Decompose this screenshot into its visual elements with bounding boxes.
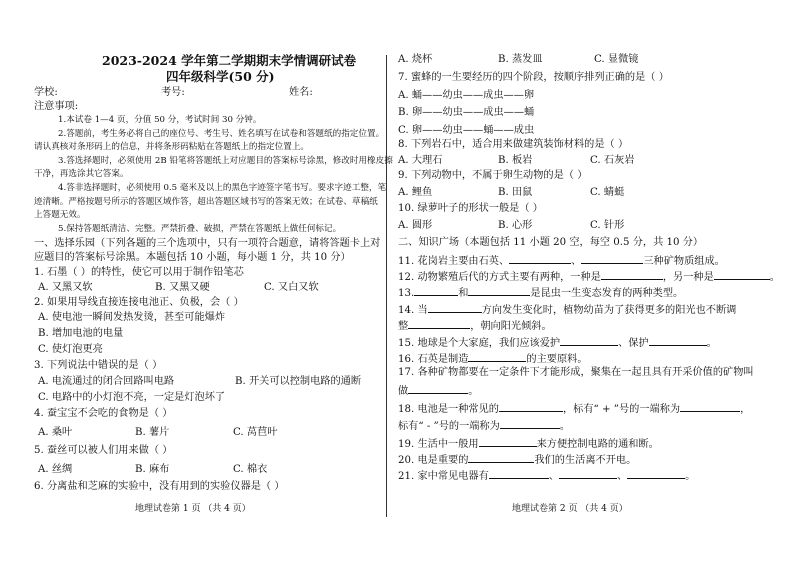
notice-line: 5.保持答题纸清洁、完整。严禁折叠、破损，严禁在答题纸上做任何标记。 (58, 224, 342, 234)
question-12: 12. 动物繁殖后代的方式主要有两种，一种是 ，另一种是 。 (398, 272, 780, 283)
option: A. 蛹——幼虫——成虫——卵 (398, 90, 535, 101)
notice-line: 3.答选择题时，必须使用 2B 铅笔将答题纸上对应题目的答案标号涂黑，修改时用橡皮擦 (58, 156, 393, 166)
exam-no-label: 考号: (161, 87, 185, 98)
question-15: 15. 地球是个大家庭，我们应该爱护 、保护 。 (398, 338, 717, 349)
question-17: 17. 各种矿物都要在一定条件下才能形成，聚集在一起且具有开采价值的矿物叫 (398, 367, 754, 378)
option: C. 卵——幼虫——蛹——成虫 (398, 125, 535, 136)
question-4: 4. 蚕宝宝不会吃的食物是（ ） (34, 408, 173, 419)
notice-line: 干净，再选涂其它答案。 (34, 169, 129, 179)
option: A. 又黑又软 (38, 282, 93, 293)
question-16: 16. 石英是制造 的主要原料。 (398, 354, 588, 365)
option: B. 心形 (498, 220, 533, 231)
option: A. 烧杯 (398, 54, 433, 65)
option: B. 板岩 (498, 155, 533, 166)
section-2-heading: 二、知识广场（本题包括 11 小题 20 空，每空 0.5 分，共 10 分） (398, 237, 704, 248)
question-5: 5. 蚕丝可以被人们用来做（ ） (34, 445, 173, 456)
question-10: 10. 绿萝叶子的形状一般是（ ） (398, 203, 543, 214)
question-2: 2. 如果用导线直接连接电池正、负极，会（ ） (34, 297, 244, 308)
page-footer: 地理试卷第 2 页 （共 4 页） (512, 504, 628, 514)
option: A. 桑叶 (38, 427, 73, 438)
section-1-heading: 一、选择乐园（下列各题的三个选项中，只有一项符合题意，请将答题卡上对 (34, 238, 381, 249)
question-1: 1. 石墨（ ）的特性，使它可以用于制作铅笔芯 (34, 267, 244, 278)
option: C. 莴苣叶 (233, 427, 278, 438)
question-13: 13. 和 是昆虫一生变态发育的两种类型。 (398, 288, 684, 299)
option: B. 卵——幼虫——成虫——蛹 (398, 107, 535, 118)
question-20: 20. 电是重要的 我们的生活离不开电。 (398, 455, 637, 466)
page-divider (386, 55, 387, 517)
question-3: 3. 下列说法中错误的是（ ） (34, 360, 163, 371)
notice-line: 迹清晰。严格按题号所示的答题区域作答，超出答题区域书写的答案无效；在试卷、草稿纸 (34, 197, 378, 207)
notice-line: 请认真核对条形码上的信息，并将条形码粘贴在答题纸上的指定位置上。 (34, 142, 310, 152)
question-6: 6. 分离盐和芝麻的实验中，没有用到的实验仪器是（ ） (34, 481, 285, 492)
option: B. 又黑又硬 (155, 282, 210, 293)
question-21: 21. 家中常见电器有 、 、 。 (398, 471, 696, 482)
option: B. 增加电池的电量 (38, 328, 124, 339)
question-14: 14. 当 方向发生变化时，植物幼苗为了获得更多的阳光也不断调 (398, 305, 737, 316)
option: B. 薯片 (135, 427, 170, 438)
option: C. 针形 (590, 220, 625, 231)
option: C. 显微镜 (594, 54, 639, 65)
notice-heading: 注意事项: (34, 101, 79, 112)
option: A. 丝绸 (38, 464, 73, 475)
exam-subtitle: 四年级科学(50 分) (166, 69, 275, 84)
option: C. 石灰岩 (590, 155, 635, 166)
notice-line: 上答题无效。 (34, 210, 86, 220)
notice-line: 2.答题前，考生务必将自己的座位号、考生号、姓名填写在试卷和答题纸的指定位置。 (58, 129, 385, 139)
page-footer: 地理试卷第 1 页 （共 4 页） (135, 504, 251, 514)
option: B. 麻布 (135, 464, 170, 475)
question-18: 18. 电池是一种常见的 ，标有“ + ”号的一端称为 ， (398, 404, 751, 415)
option: C. 使灯泡更亮 (38, 344, 103, 355)
question-8: 8. 下列岩石中，适合用来做建筑装饰材料的是（ ） (398, 139, 629, 150)
notice-line: 1.本试卷 1—4 页，分值 50 分，考试时间 30 分钟。 (58, 115, 262, 125)
option: C. 棉衣 (233, 464, 268, 475)
question-7: 7. 蜜蜂的一生要经历的四个阶段，按顺序排列正确的是（ ） (398, 72, 669, 83)
question-11: 11. 花岗岩主要由石英、 、 三种矿物质组成。 (398, 256, 725, 267)
option: A. 圆形 (398, 220, 433, 231)
question-18-cont: 标有“ - ”号的一端称为 。 (398, 421, 571, 432)
notice-line: 4.答非选择题时，必须使用 0.5 毫米及以上的黑色字迹签字笔书写。要求字迹工整，笔 (58, 183, 387, 193)
option: A. 鲤鱼 (398, 187, 433, 198)
school-label: 学校: (34, 87, 58, 98)
question-19: 19. 生活中一般用 来方便控制电路的通和断。 (398, 439, 659, 450)
name-label: 姓名: (289, 87, 313, 98)
question-17-cont: 做 。 (398, 386, 479, 397)
option: A. 电流通过的闭合回路叫电路 (38, 376, 175, 387)
option: B. 蒸发皿 (498, 54, 543, 65)
option: C. 蜻蜓 (590, 187, 625, 198)
option: B. 开关可以控制电路的通断 (235, 376, 362, 387)
exam-title: 2023-2024 学年第二学期期末学情调研试卷 (102, 53, 357, 68)
option: C. 又白又软 (264, 282, 319, 293)
section-1-heading: 应题目的答案标号涂黑。本题包括 10 小题，每小题 1 分，共 10 分） (34, 252, 351, 263)
question-9: 9. 下列动物中，不属于卵生动物的是（ ） (398, 170, 588, 181)
question-14-cont: 整 ，朝向阳光倾斜。 (398, 321, 552, 332)
option: A. 使电池一瞬间发热发烫，甚至可能爆炸 (38, 312, 226, 323)
option: C. 电路中的小灯泡不亮，一定是灯泡坏了 (38, 392, 226, 403)
option: A. 大理石 (398, 155, 443, 166)
option: B. 田鼠 (498, 187, 533, 198)
